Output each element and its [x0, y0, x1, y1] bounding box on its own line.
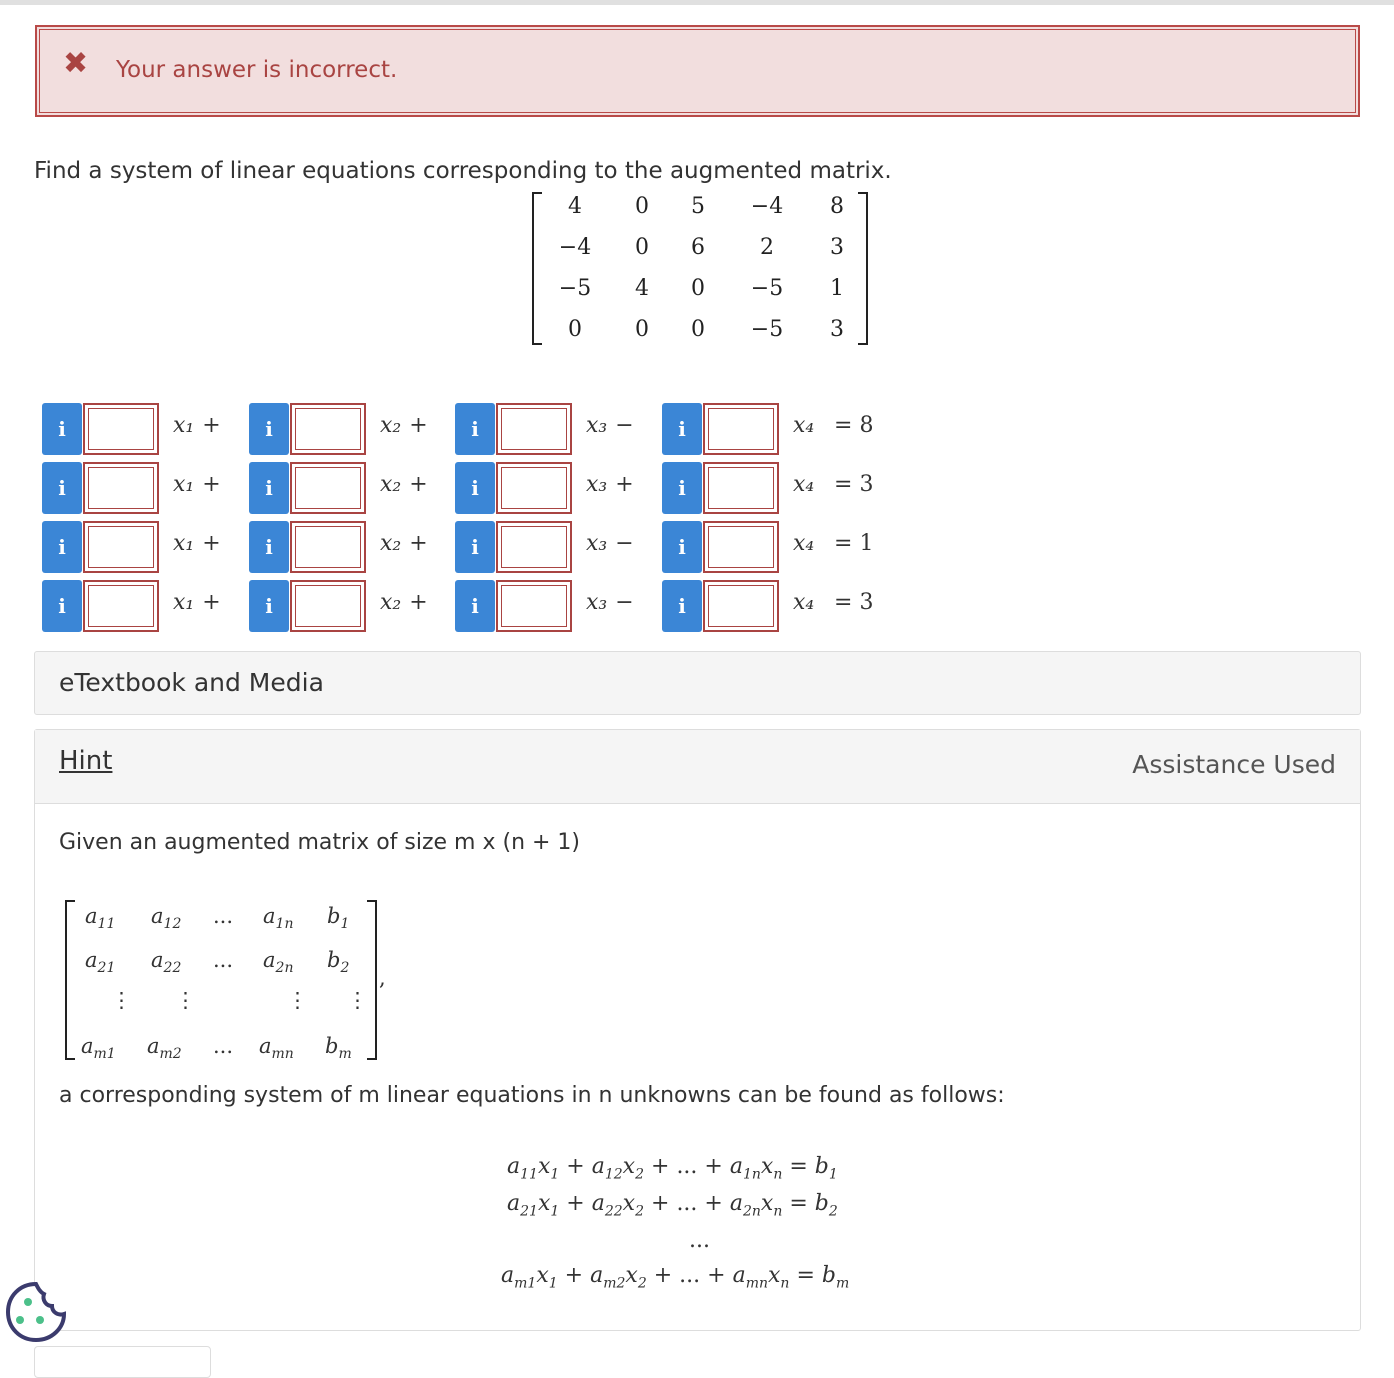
operator: + [615, 472, 634, 497]
variable-label: x₂ + [380, 472, 428, 497]
matrix-cell: 3 [830, 235, 844, 260]
info-button[interactable]: i [662, 580, 702, 632]
variable-label: x₄ [793, 472, 815, 497]
info-button[interactable]: i [662, 403, 702, 455]
error-alert [35, 25, 1360, 117]
matrix-cell: 4 [635, 276, 649, 301]
rhs-value: 8 [859, 413, 874, 438]
operator: + [202, 472, 221, 497]
variable-label: x₁ + [173, 413, 221, 438]
info-button[interactable]: i [249, 580, 289, 632]
matrix-cell: 1 [830, 276, 844, 301]
question-text: Find a system of linear equations corresponding to the augmented matrix. [34, 158, 892, 184]
coefficient-input[interactable] [83, 580, 159, 632]
equation-row [42, 521, 902, 573]
variable-label: x₂ + [380, 531, 428, 556]
bottom-tab[interactable] [34, 1346, 211, 1378]
operator: + [409, 531, 428, 556]
coefficient-input[interactable] [496, 580, 572, 632]
variable-label: x₂ + [380, 413, 428, 438]
matrix-cell: −4 [750, 194, 784, 219]
info-button[interactable]: i [42, 580, 82, 632]
info-button[interactable]: i [42, 521, 82, 573]
equation-row [42, 403, 902, 455]
operator: + [202, 413, 221, 438]
matrix-cell: −5 [750, 276, 784, 301]
matrix-cell: 6 [691, 235, 705, 260]
matrix-cell: 0 [691, 317, 705, 342]
coefficient-input[interactable] [290, 521, 366, 573]
coefficient-input[interactable] [496, 521, 572, 573]
matrix-cell: 0 [635, 235, 649, 260]
operator: − [615, 413, 634, 438]
rhs-value: 3 [859, 472, 874, 497]
alert-message: Your answer is incorrect. [116, 57, 398, 83]
assistance-used-label: Assistance Used [1132, 750, 1336, 779]
variable-label: x₃ − [586, 413, 634, 438]
variable-label: x₃ + [586, 472, 634, 497]
info-button[interactable]: i [455, 521, 495, 573]
hint-link[interactable]: Hint [59, 746, 113, 776]
operator: − [615, 531, 634, 556]
coefficient-input[interactable] [496, 462, 572, 514]
variable-label: x₄ [793, 531, 815, 556]
rhs-value: 3 [859, 590, 874, 615]
matrix-cell: 0 [568, 317, 582, 342]
info-button[interactable]: i [249, 462, 289, 514]
variable-label: x₃ − [586, 590, 634, 615]
etextbook-title[interactable]: eTextbook and Media [59, 668, 324, 697]
matrix-cell: 5 [691, 194, 705, 219]
equation-rhs: = 3 [834, 472, 874, 497]
coefficient-input[interactable] [83, 521, 159, 573]
variable-label: x₁ + [173, 590, 221, 615]
hint-intro: Given an augmented matrix of size m x (n + 1) [59, 830, 581, 855]
equation-row [42, 580, 902, 632]
operator: + [409, 590, 428, 615]
augmented-matrix [532, 192, 868, 345]
matrix-cell: 4 [568, 194, 582, 219]
variable-label: x₁ + [173, 472, 221, 497]
coefficient-input[interactable] [290, 580, 366, 632]
matrix-cell: 0 [635, 317, 649, 342]
rhs-value: 1 [859, 531, 874, 556]
coefficient-input[interactable] [703, 462, 779, 514]
etextbook-panel[interactable] [34, 651, 1361, 715]
info-button[interactable]: i [249, 521, 289, 573]
info-button[interactable]: i [249, 403, 289, 455]
hint-followup: a corresponding system of m linear equations in n unknowns can be found as follows: [59, 1083, 1005, 1108]
coefficient-input[interactable] [496, 403, 572, 455]
matrix-left-bracket [532, 192, 542, 345]
variable-label: x₄ [793, 413, 815, 438]
coefficient-input[interactable] [83, 462, 159, 514]
equation-rhs: = 3 [834, 590, 874, 615]
info-button[interactable]: i [42, 462, 82, 514]
info-button[interactable]: i [455, 580, 495, 632]
top-divider [0, 0, 1394, 5]
hint-header [35, 730, 1360, 804]
matrix-cell: 0 [691, 276, 705, 301]
cookie-icon[interactable] [4, 1280, 68, 1344]
matrix-cell: −5 [750, 317, 784, 342]
matrix-cell: −5 [558, 276, 592, 301]
coefficient-input[interactable] [703, 521, 779, 573]
info-button[interactable]: i [455, 462, 495, 514]
matrix-cell: 8 [830, 194, 844, 219]
info-button[interactable]: i [455, 403, 495, 455]
variable-label: x₄ [793, 590, 815, 615]
operator: + [409, 472, 428, 497]
coefficient-input[interactable] [290, 403, 366, 455]
operator: + [202, 590, 221, 615]
equation-row [42, 462, 902, 514]
matrix-cell: −4 [558, 235, 592, 260]
operator: + [409, 413, 428, 438]
variable-label: x₃ − [586, 531, 634, 556]
matrix-cell: 2 [760, 235, 774, 260]
matrix-cell: 0 [635, 194, 649, 219]
equation-rhs: = 1 [834, 531, 874, 556]
variable-label: x₁ + [173, 531, 221, 556]
coefficient-input[interactable] [703, 580, 779, 632]
hint-panel: Hint Assistance Used Given an augmented matrix of size m x (n + 1) $a_{11}$ $a_{12}$ ... $a_{1n}$ $b_1$ $a_{21}$ $a_{22}$ ... $a_{2n}$ $b_2$ ⋮ ⋮ ⋮ ⋮ $a_{m1}$ $a_{m2}$ ... $a_{mn}$ $b_m$ , a corresponding system of m linear equations in n unknowns can be found as follows: $a_{11}x_1 + a_{12}x_2$ + ... + $a_{1n}x_n = b_1$ $a_{21}x_1 + a_{22}x_2$ + ... + $a_{2n}x_n = b_2$ ... $a_{m1}x_1 + a_{m2}x_2$ + ... + $a_{mn}x_n = b_m$ [34, 729, 1361, 1331]
close-icon: ✖ [63, 46, 89, 81]
operator: − [615, 590, 634, 615]
coefficient-input[interactable] [290, 462, 366, 514]
matrix-cell: 3 [830, 317, 844, 342]
info-button[interactable]: i [662, 462, 702, 514]
equation-rhs: = 8 [834, 413, 874, 438]
coefficient-input[interactable] [83, 403, 159, 455]
info-button[interactable]: i [662, 521, 702, 573]
coefficient-input[interactable] [703, 403, 779, 455]
operator: + [202, 531, 221, 556]
variable-label: x₂ + [380, 590, 428, 615]
general-matrix: $a_{11}$ $a_{12}$ ... $a_{1n}$ $b_1$ $a_{21}$ $a_{22}$ ... $a_{2n}$ $b_2$ ⋮ ⋮ ⋮ ⋮ $a_{m1}$ $a_{m2}$ ... $a_{mn}$ $b_m$ , [65, 900, 377, 1060]
info-button[interactable]: i [42, 403, 82, 455]
